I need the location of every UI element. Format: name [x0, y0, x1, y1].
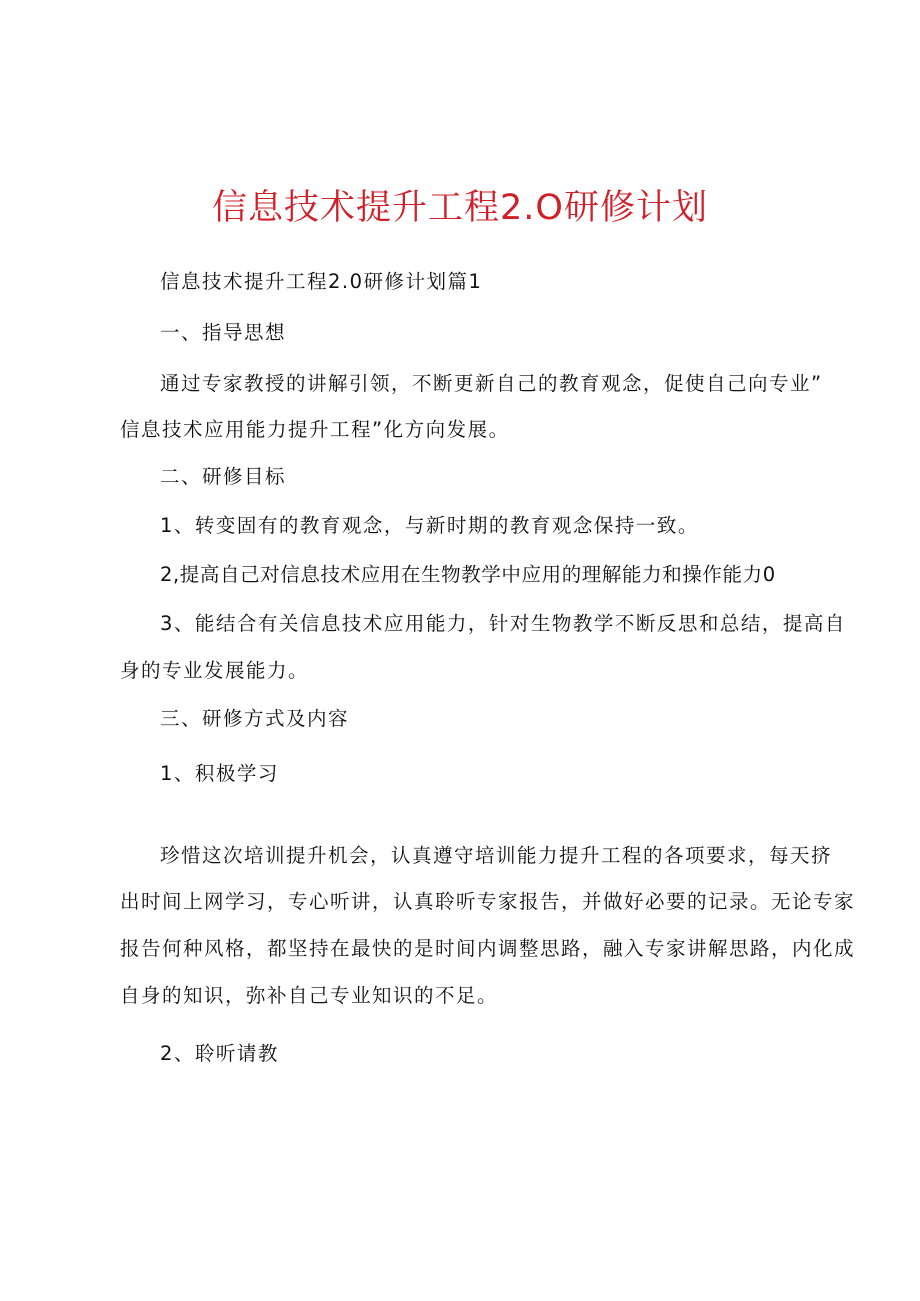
subsection-heading-listen-consult: 2、聆听请教	[160, 1042, 279, 1065]
subsection-heading-active-learning: 1、积极学习	[160, 762, 279, 785]
goal-item-3-line: 身的专业发展能力。	[120, 659, 310, 682]
paragraph-line: 自身的知识，弥补自己专业知识的不足。	[120, 984, 499, 1007]
section-heading-methods: 三、研修方式及内容	[160, 707, 350, 730]
goal-item-1: 1、转变固有的教育观念，与新时期的教育观念保持一致。	[160, 514, 699, 537]
paragraph-line: 出时间上网学习，专心听讲，认真聆听专家报告，并做好必要的记录。无论专家	[120, 890, 856, 913]
paragraph-line: 报告何种风格，都坚持在最快的是时间内调整思路，融入专家讲解思路，内化成	[120, 937, 856, 960]
document-title: 信息技术提升工程2.O研修计划	[212, 188, 708, 228]
paragraph-line: 通过专家教授的讲解引领，不断更新自己的教育观念，促使自己向专业”	[160, 372, 823, 395]
paragraph-line: 信息技术应用能力提升工程”化方向发展。	[120, 418, 510, 441]
paragraph-line: 珍惜这次培训提升机会，认真遵守培训能力提升工程的各项要求，每天挤	[160, 844, 833, 867]
goal-item-3-line: 3、能结合有关信息技术应用能力，针对生物教学不断反思和总结，提高自	[160, 612, 846, 635]
section-heading-guiding-ideology: 一、指导思想	[160, 321, 287, 344]
document-subtitle: 信息技术提升工程2.0研修计划篇1	[160, 270, 483, 293]
section-heading-goals: 二、研修目标	[160, 465, 287, 488]
goal-item-2: 2,提高自己对信息技术应用在生物教学中应用的理解能力和操作能力0	[160, 563, 776, 586]
